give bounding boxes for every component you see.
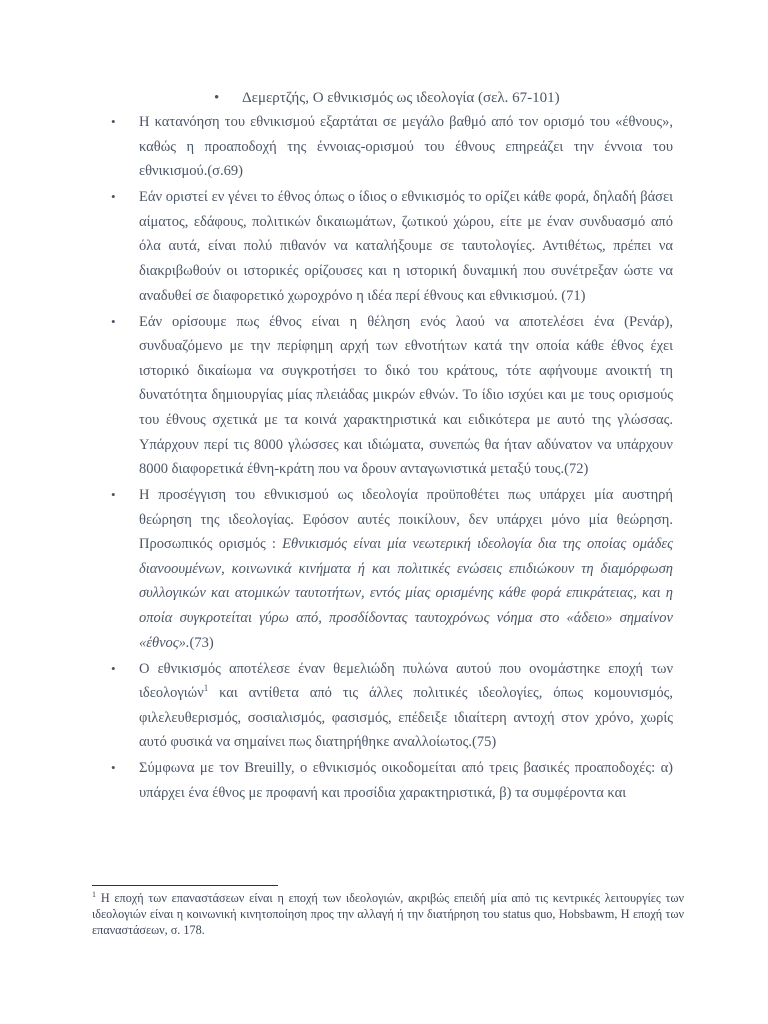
definition-text: Εθνικισμός είναι μία νεωτερική ιδεολογία δια της οποίας ομάδες διανοουμένων, κοινωνικά κινήματα ή και πολιτικές ενώσεις επιδιώκουν τη διαμόρφωση συλλογικών και ατομικών ταυτοτήτων, εντός μίας ορισμένης κάθε φορά επικράτειας, και η οποία συγκροτείται γύρω από, προσδίδοντας ταυτοχρόνως νόημα στο «άδειο» σημαίνον «έθνος».: [139, 536, 673, 651]
footnote-text: Η εποχή των επαναστάσεων είναι η εποχή των ιδεολογιών, ακριβώς επειδή μία από τις κεντρικές λειτουργίες των ιδεολογιών είναι η κοινωνική κινητοποίηση προς την αλλαγή ή την διατήρηση του status quo, Hobsbawm, Η εποχή των επαναστάσεων, σ. 178.: [92, 891, 684, 937]
footnote-reference[interactable]: 1: [203, 683, 209, 694]
bullet-icon: •: [111, 487, 116, 503]
item-text: Ο εθνικισμός αποτέλεσε έναν θεμελιώδη πυλώνα αυτού που ονομάστηκε εποχή των ιδεολογιών: [139, 660, 673, 702]
item-text-after: (73): [189, 634, 214, 651]
item-text: Η προσέγγιση του εθνικισμού ως ιδεολογία προϋποθέτει πως υπάρχει μία αυστηρή θεώρηση της ιδεολογίας. Εφόσον αυτές ποικίλουν, δεν υπάρχει μόνο μία θεώρηση. Προσωπικός ορισμός :: [139, 487, 673, 553]
list-item: [111, 185, 673, 308]
item-text: Εάν οριστεί εν γένει το έθνος όπως ο ίδιος ο εθνικισμός το ορίζει κάθε φορά, δηλαδή βάσει αίματος, εδάφους, πολιτικών δικαιωμάτων, ζωτικού χώρου, είτε με έναν συνδυασμό από όλα αυτά, είναι πολύ πιθανόν να καταλήξουμε σε ταυτολογίες. Αντιθέτως, πρέπει να διακριβωθούν οι ιστορικές ορίζουσες και η ιστορική δυναμική που συνέτρεξαν ώστε να αναδυθεί σε διαφορετικό χωροχρόνο η ιδέα περί έθνους και εθνικισμού. (71): [139, 189, 673, 304]
item-text-after: και αντίθετα από τις άλλες πολιτικές ιδεολογίες, όπως κομουνισμός, φιλελευθερισμός, σοσιαλισμός, φασισμός, επέδειξε ιδιαίτερη αντοχή στον χρόνο, χωρίς αυτό φυσικά να σημαίνει πως διατηρήθηκε αναλλοίωτος.(75): [139, 685, 673, 751]
list-item: [111, 657, 673, 755]
footnote: [92, 890, 684, 938]
list-item: [111, 756, 673, 805]
bullet-list: [111, 110, 673, 807]
list-item: [111, 310, 673, 482]
bullet-icon: •: [111, 313, 116, 329]
bullet-icon: •: [111, 660, 116, 676]
bullet-icon: •: [111, 760, 116, 776]
heading-text: Δεμερτζής, Ο εθνικισμός ως ιδεολογία (σελ. 67-101): [242, 90, 560, 106]
item-text: Η κατανόηση του εθνικισμού εξαρτάται σε μεγάλο βαθμό από τον ορισμό του «έθνους», καθώς η προαποδοχή της έννοιας-ορισμού του έθνους επηρεάζει την έννοια του εθνικισμού.(σ.69): [139, 114, 673, 180]
footnote-separator: [92, 885, 278, 886]
bullet-icon: •: [111, 114, 116, 129]
list-item: [111, 110, 673, 184]
bullet-icon: •: [111, 189, 116, 205]
bullet-icon: •: [214, 90, 220, 106]
list-item: [111, 483, 673, 655]
item-text: Σύμφωνα με τον Breuilly, ο εθνικισμός οικοδομείται από τρεις βασικές προαποδοχές: α) υπάρχει ένα έθνος με προφανή και προσίδια χαρακτηριστικά, β) τα συμφέροντα και: [139, 760, 673, 801]
footnote-number: 1: [92, 889, 96, 899]
item-text: Εάν ορίσουμε πως έθνος είναι η θέληση ενός λαού να αποτελέσει ένα (Ρενάρ), συνδυαζόμενο με την περίφημη αρχή των εθνοτήτων κατά την οποία κάθε έθνος έχει ιστορικό δικαίωμα να συγκροτήσει το δικό του κράτους, τότε αφήνουμε ανοικτή τη δυνατότητα δημιουργίας μίας πλειάδας μικρών εθνών. Το ίδιο ισχύει και με τους ορισμούς του έθνους σχετικά με τα κοινά χαρακτηριστικά και ειδικότερα με αυτό της γλώσσας. Υπάρχουν περί τις 8000 γλώσσες και ιδιώματα, συνεπώς θα ήταν αδύνατον να υπάρχουν 8000 διαφορετικά έθνη-κράτη που να δρουν ανταγωνιστικά μεταξύ τους.(72): [139, 313, 673, 478]
heading-list-item: [214, 86, 560, 110]
